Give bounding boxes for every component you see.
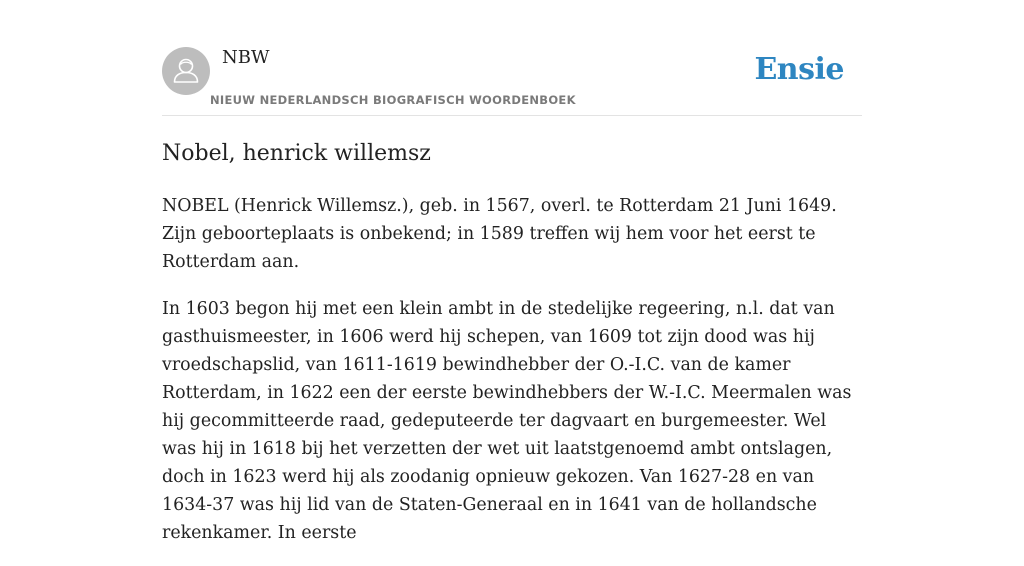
source-full-name: NIEUW NEDERLANDSCH BIOGRAFISCH WOORDENBOEK bbox=[210, 93, 576, 107]
source-avatar[interactable] bbox=[162, 47, 210, 95]
user-outline-icon bbox=[162, 47, 210, 95]
article-body bbox=[162, 192, 862, 566]
source-header bbox=[162, 46, 862, 116]
article-paragraph: NOBEL (Henrick Willemsz.), geb. in 1567, overl. te Rotterdam 21 Juni 1649. Zijn geboorteplaats is onbekend; in 1589 treffen wij hem voor het eerst te Rotterdam aan. bbox=[162, 196, 837, 272]
article-title: Nobel, henrick willemsz bbox=[162, 141, 431, 166]
source-name[interactable]: NBW bbox=[222, 47, 270, 68]
article-paragraph: In 1603 begon hij met een klein ambt in de stedelijke regeering, n.l. dat van gasthuismeester, in 1606 werd hij schepen, van 1609 tot zijn dood was hij vroedschapslid, van 1611-1619 bewindhebber der O.-I.C. van de kamer Rotterdam, in 1622 een der eerste bewindhebbers der W.-I.C. Meermalen was hij gecommitteerde raad, gedeputeerde ter dagvaart en burgemeester. Wel was hij in 1618 bij het verzetten der wet uit laatstgenoemd ambt ontslagen, doch in 1623 werd hij als zoodanig opnieuw gekozen. Van 1627-28 en van 1634-37 was hij lid van de Staten-Generaal en in 1641 van de hollandsche rekenkamer. In eerste bbox=[162, 299, 852, 543]
brand-logo[interactable]: Ensie bbox=[754, 52, 844, 87]
